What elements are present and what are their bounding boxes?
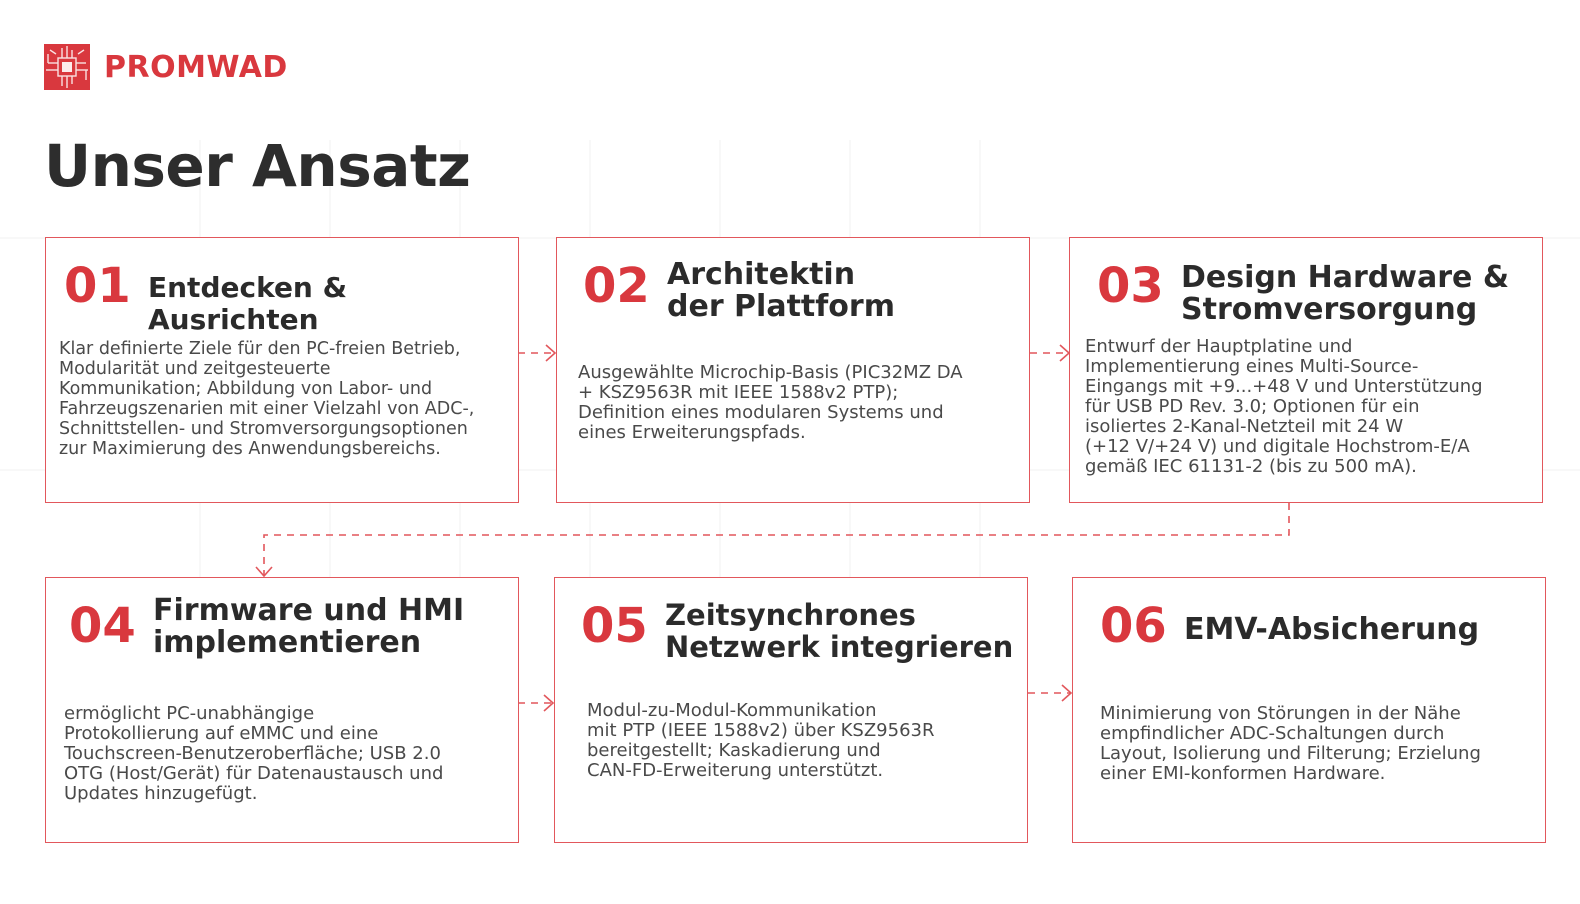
step-description: Minimierung von Störungen in der Nähe empfindlicher ADC-Schaltungen durch Layout, Isolierung und Filterung; Erzielung einer EMI-konformen Hardware. bbox=[1100, 703, 1481, 784]
step-title: Entdecken & Ausrichten bbox=[148, 271, 348, 336]
step-description: Entwurf der Hauptplatine und Implementierung eines Multi-Source- Eingangs mit +9...+48 V und Unterstützung für USB PD Rev. 3.0; Optionen für ein isoliertes 2-Kanal-Netzteil mit 24 W (+12 V/+24 V) und digitale Hochstrom-E/A gemäß IEC 61131-2 (bis zu 500 mA). bbox=[1085, 336, 1483, 477]
step-number: 06 bbox=[1100, 598, 1167, 654]
step-card-06 bbox=[1072, 577, 1546, 843]
step-card-02 bbox=[556, 237, 1030, 503]
step-description: Klar definierte Ziele für den PC-freien Betrieb, Modularität und zeitgesteuerte Kommunikation; Abbildung von Labor- und Fahrzeugszenarien mit einer Vielzahl von ADC-, Schnittstellen- und Stromversorgungsoptionen zur Maximierung des Anwendungsbereichs. bbox=[59, 339, 475, 459]
step-card-05 bbox=[554, 577, 1028, 843]
step-number: 02 bbox=[583, 258, 650, 314]
step-title: Design Hardware & Stromversorgung bbox=[1181, 260, 1509, 327]
step-number: 05 bbox=[581, 598, 648, 654]
step-description: Modul-zu-Modul-Kommunikation mit PTP (IEEE 1588v2) über KSZ9563R bereitgestellt; Kaskadierung und CAN-FD-Erweiterung unterstützt. bbox=[587, 700, 935, 781]
step-title: EMV-Absicherung bbox=[1184, 612, 1480, 647]
brand-logo[interactable] bbox=[44, 44, 288, 90]
step-description: Ausgewählte Microchip-Basis (PIC32MZ DA + KSZ9563R mit IEEE 1588v2 PTP); Definition eines modularen Systems und eines Erweiterungspfads. bbox=[578, 362, 963, 443]
step-number: 01 bbox=[64, 258, 131, 314]
step-title: Architektin der Plattform bbox=[667, 257, 895, 324]
page-title: Unser Ansatz bbox=[44, 132, 471, 200]
step-number: 03 bbox=[1097, 258, 1164, 314]
step-card-04 bbox=[45, 577, 519, 843]
step-card-01 bbox=[45, 237, 519, 503]
step-title: Firmware und HMI implementieren bbox=[153, 593, 465, 660]
brand-name: PROMWAD bbox=[104, 49, 288, 85]
step-title: Zeitsynchrones Netzwerk integrieren bbox=[665, 598, 1014, 664]
step-card-03 bbox=[1069, 237, 1543, 503]
step-description: ermöglicht PC-unabhängige Protokollierung auf eMMC und eine Touchscreen-Benutzeroberfläche; USB 2.0 OTG (Host/Gerät) für Datenaustausch und Updates hinzugefügt. bbox=[64, 703, 444, 804]
circuit-chip-icon bbox=[44, 44, 90, 90]
step-number: 04 bbox=[69, 598, 136, 654]
